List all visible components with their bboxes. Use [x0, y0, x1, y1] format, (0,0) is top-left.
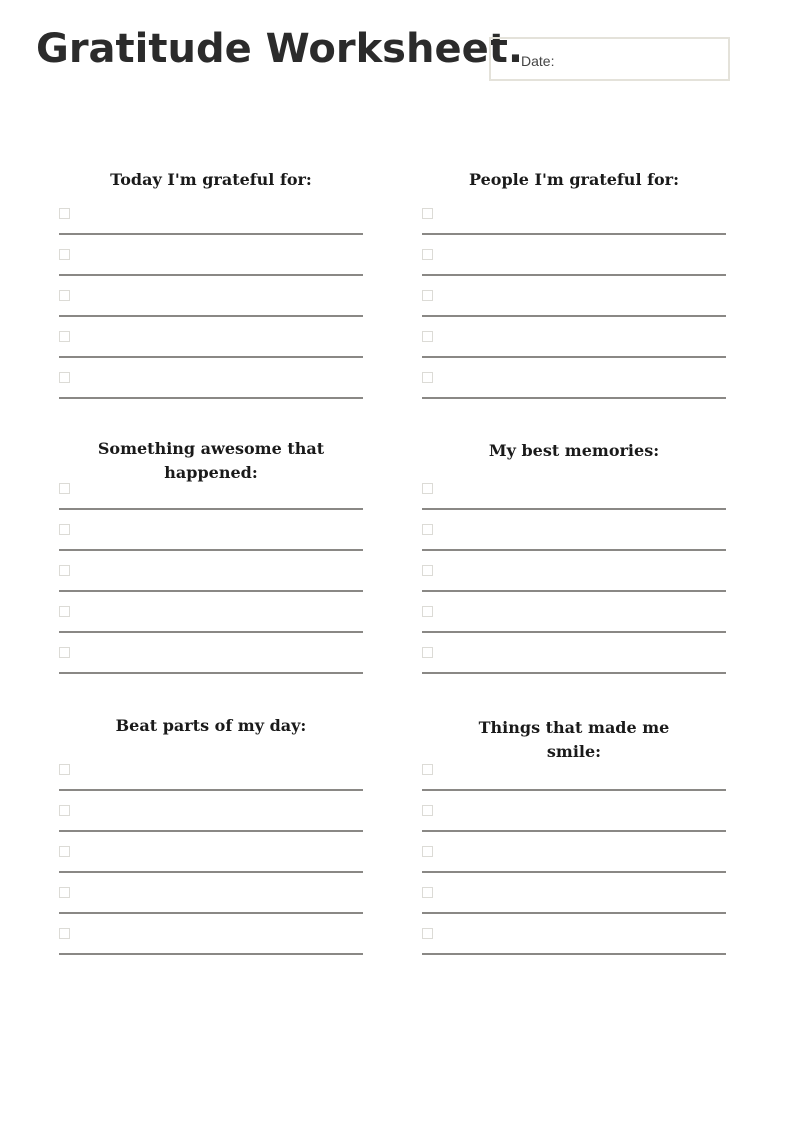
- writing-line: [59, 508, 363, 510]
- writing-line: [422, 590, 726, 592]
- checkbox[interactable]: [422, 928, 433, 939]
- checkbox[interactable]: [422, 208, 433, 219]
- checkbox[interactable]: [422, 483, 433, 494]
- checkbox[interactable]: [59, 290, 70, 301]
- checkbox[interactable]: [59, 846, 70, 857]
- writing-line: [422, 233, 726, 235]
- writing-line: [422, 315, 726, 317]
- checkbox[interactable]: [59, 606, 70, 617]
- section-title: My best memories:: [488, 441, 660, 460]
- writing-line: [59, 549, 363, 551]
- writing-line: [422, 789, 726, 791]
- checkbox[interactable]: [59, 647, 70, 658]
- list-item[interactable]: [59, 280, 363, 321]
- writing-line: [59, 397, 363, 399]
- checkbox[interactable]: [422, 331, 433, 342]
- writing-line: [59, 356, 363, 358]
- list-item[interactable]: [422, 596, 726, 637]
- checkbox[interactable]: [422, 524, 433, 535]
- writing-line: [59, 912, 363, 914]
- checkbox[interactable]: [59, 483, 70, 494]
- list-item[interactable]: [422, 280, 726, 321]
- list-item[interactable]: [422, 836, 726, 877]
- checkbox[interactable]: [422, 846, 433, 857]
- list-item[interactable]: [59, 918, 363, 959]
- list-item[interactable]: [422, 877, 726, 918]
- checkbox[interactable]: [422, 565, 433, 576]
- writing-line: [422, 830, 726, 832]
- worksheet-title: Gratitude Worksheet.: [36, 26, 524, 72]
- checkbox[interactable]: [422, 647, 433, 658]
- list-item[interactable]: [422, 754, 726, 795]
- list-item[interactable]: [59, 637, 363, 678]
- list-item[interactable]: [59, 239, 363, 280]
- checkbox[interactable]: [59, 249, 70, 260]
- writing-line: [422, 397, 726, 399]
- checkbox[interactable]: [422, 805, 433, 816]
- list-item[interactable]: [422, 918, 726, 959]
- checkbox[interactable]: [422, 764, 433, 775]
- writing-line: [59, 830, 363, 832]
- list-item[interactable]: [422, 198, 726, 239]
- section-title: Beat parts of my day:: [115, 716, 307, 735]
- writing-line: [59, 953, 363, 955]
- list-item[interactable]: [422, 514, 726, 555]
- list-item[interactable]: [422, 795, 726, 836]
- writing-line: [422, 549, 726, 551]
- list-item[interactable]: [59, 596, 363, 637]
- writing-line: [422, 508, 726, 510]
- list-item[interactable]: [59, 836, 363, 877]
- checkbox[interactable]: [59, 524, 70, 535]
- writing-line: [59, 672, 363, 674]
- checkbox[interactable]: [59, 805, 70, 816]
- list-item[interactable]: [422, 362, 726, 403]
- checkbox[interactable]: [59, 208, 70, 219]
- list-item[interactable]: [422, 637, 726, 678]
- date-label: Date:: [521, 53, 555, 69]
- section-title: Today I'm grateful for:: [110, 170, 312, 189]
- list-item[interactable]: [422, 555, 726, 596]
- list-item[interactable]: [59, 514, 363, 555]
- checkbox[interactable]: [422, 372, 433, 383]
- list-item[interactable]: [422, 473, 726, 514]
- writing-line: [59, 789, 363, 791]
- writing-line: [59, 590, 363, 592]
- list-item[interactable]: [59, 198, 363, 239]
- list-item[interactable]: [422, 239, 726, 280]
- section-title: Things that made me smile:: [478, 718, 670, 761]
- writing-line: [422, 631, 726, 633]
- list-item[interactable]: [422, 321, 726, 362]
- list-item[interactable]: [59, 877, 363, 918]
- section-title: Something awesome that happened:: [97, 439, 325, 482]
- writing-line: [59, 233, 363, 235]
- checkbox[interactable]: [59, 928, 70, 939]
- writing-line: [422, 274, 726, 276]
- writing-line: [59, 315, 363, 317]
- writing-line: [59, 631, 363, 633]
- checkbox[interactable]: [422, 606, 433, 617]
- writing-line: [422, 912, 726, 914]
- list-item[interactable]: [59, 473, 363, 514]
- checkbox[interactable]: [59, 565, 70, 576]
- date-field[interactable]: [489, 37, 730, 81]
- writing-line: [422, 871, 726, 873]
- checkbox[interactable]: [422, 887, 433, 898]
- checkbox[interactable]: [59, 331, 70, 342]
- writing-line: [59, 274, 363, 276]
- writing-line: [422, 356, 726, 358]
- section-title: People I'm grateful for:: [469, 170, 679, 189]
- list-item[interactable]: [59, 321, 363, 362]
- list-item[interactable]: [59, 754, 363, 795]
- writing-line: [59, 871, 363, 873]
- list-item[interactable]: [59, 795, 363, 836]
- checkbox[interactable]: [59, 372, 70, 383]
- list-item[interactable]: [59, 362, 363, 403]
- writing-line: [422, 953, 726, 955]
- checkbox[interactable]: [59, 764, 70, 775]
- checkbox[interactable]: [422, 290, 433, 301]
- writing-line: [422, 672, 726, 674]
- checkbox[interactable]: [59, 887, 70, 898]
- checkbox[interactable]: [422, 249, 433, 260]
- list-item[interactable]: [59, 555, 363, 596]
